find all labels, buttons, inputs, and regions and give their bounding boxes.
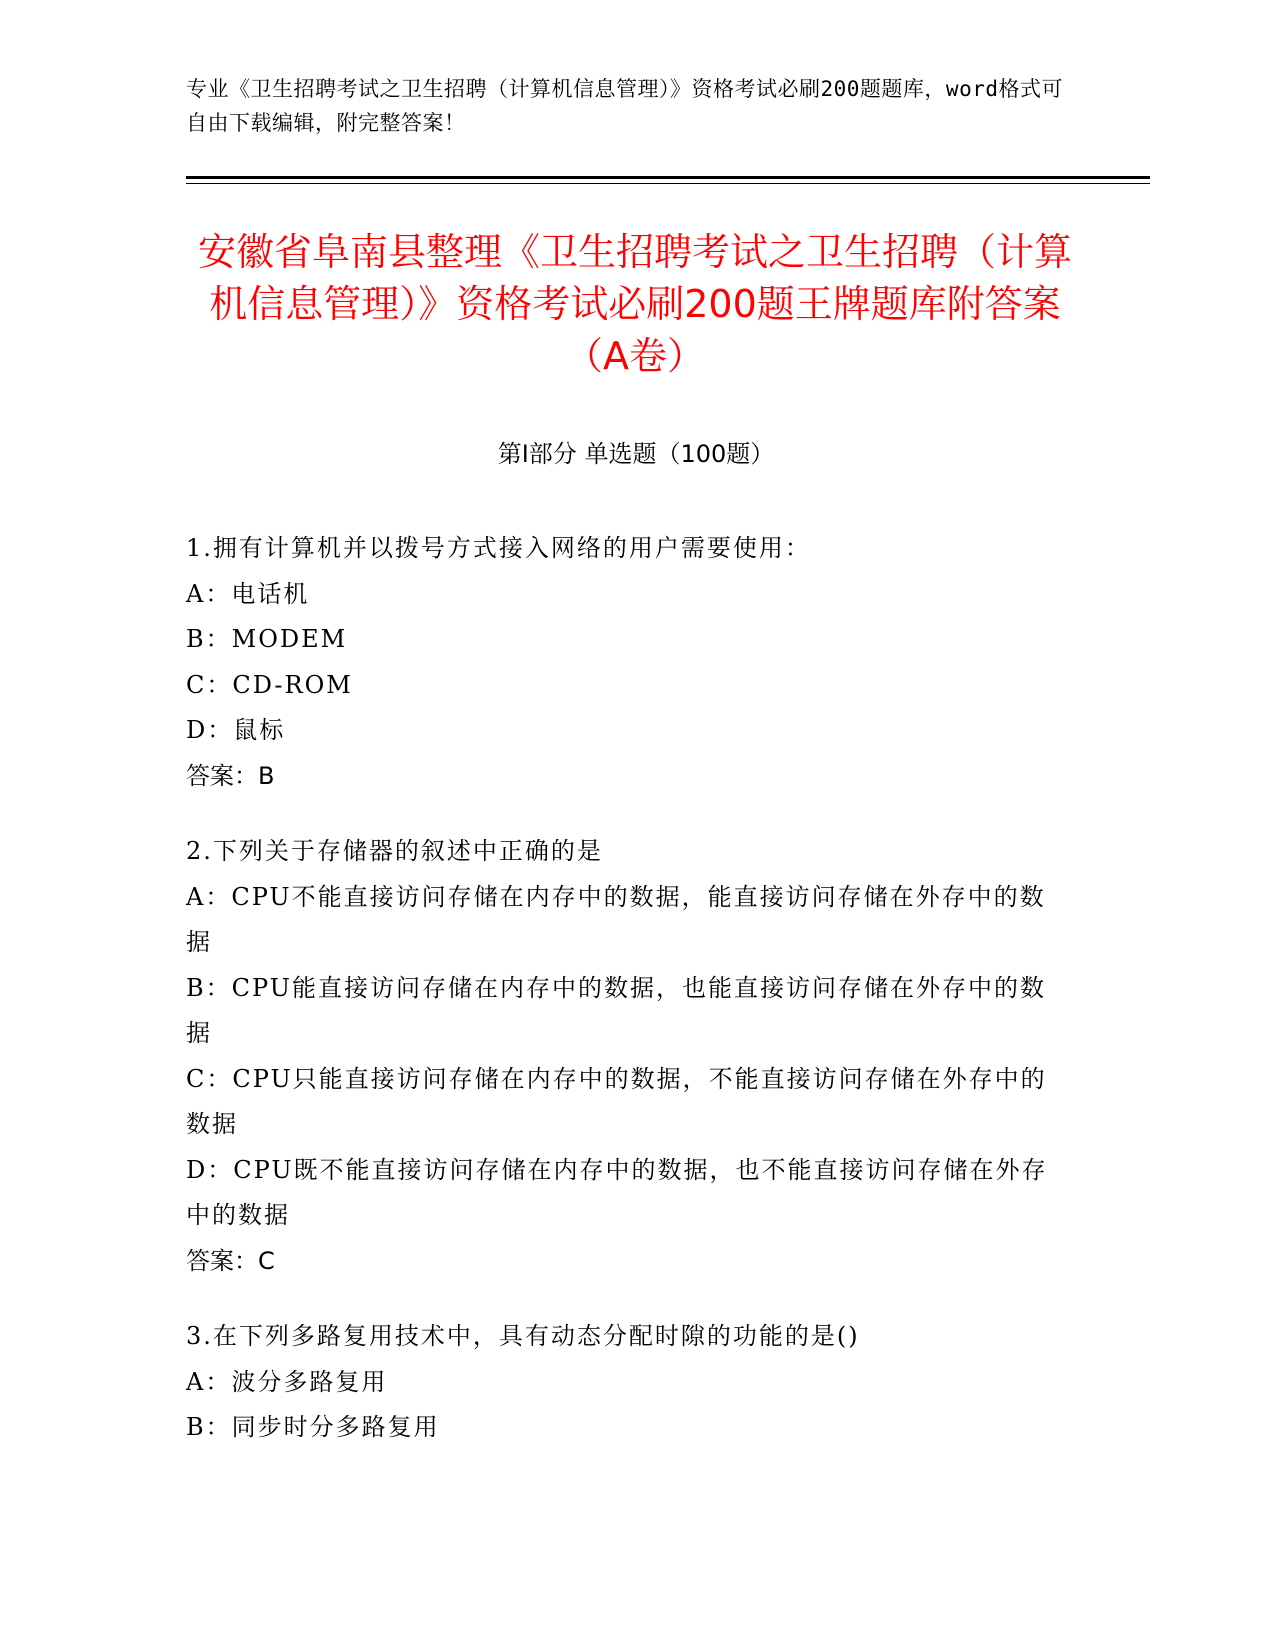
option-c: C：CPU只能直接访问存储在内存中的数据，不能直接访问存储在外存中的数据 — [186, 1064, 1047, 1138]
option-a: A：波分多路复用 — [186, 1367, 388, 1396]
header-rule-thin — [186, 183, 1150, 184]
option-a: A：CPU不能直接访问存储在内存中的数据，能直接访问存储在外存中的数据 — [186, 882, 1046, 956]
option-d: D：鼠标 — [186, 716, 286, 744]
question-stem: 1.拥有计算机并以拨号方式接入网络的用户需要使用： — [186, 534, 811, 562]
option-b: B：CPU能直接访问存储在内存中的数据，也能直接访问存储在外存中的数据 — [186, 973, 1046, 1047]
question-list — [186, 526, 1066, 1481]
question-1 — [186, 526, 1066, 799]
answer: 答案：B — [186, 761, 275, 790]
question-stem: 3.在下列多路复用技术中，具有动态分配时隙的功能的是() — [186, 1322, 860, 1350]
section-title: 第Ⅰ部分 单选题（100题） — [497, 440, 775, 468]
document-title: 安徽省阜南县整理《卫生招聘考试之卫生招聘（计算机信息管理）》资格考试必刷200题王牌题库附答案（A卷） — [197, 230, 1072, 378]
option-d: D：CPU既不能直接访问存储在内存中的数据，也不能直接访问存储在外存中的数据 — [186, 1155, 1048, 1229]
option-b: B：MODEM — [186, 625, 348, 653]
question-stem: 2.下列关于存储器的叙述中正确的是 — [186, 837, 603, 865]
answer: 答案：C — [186, 1246, 275, 1275]
header-note: 专业《卫生招聘考试之卫生招聘（计算机信息管理）》资格考试必刷200题题库，word格式可自由下载编辑，附完整答案！ — [186, 77, 1063, 135]
header-rule-thick — [186, 176, 1150, 179]
option-c: C：CD-ROM — [186, 670, 353, 699]
question-3 — [186, 1314, 1066, 1451]
option-b: B：同步时分多路复用 — [186, 1413, 440, 1441]
option-a: A：电话机 — [186, 579, 310, 608]
question-2 — [186, 829, 1066, 1284]
